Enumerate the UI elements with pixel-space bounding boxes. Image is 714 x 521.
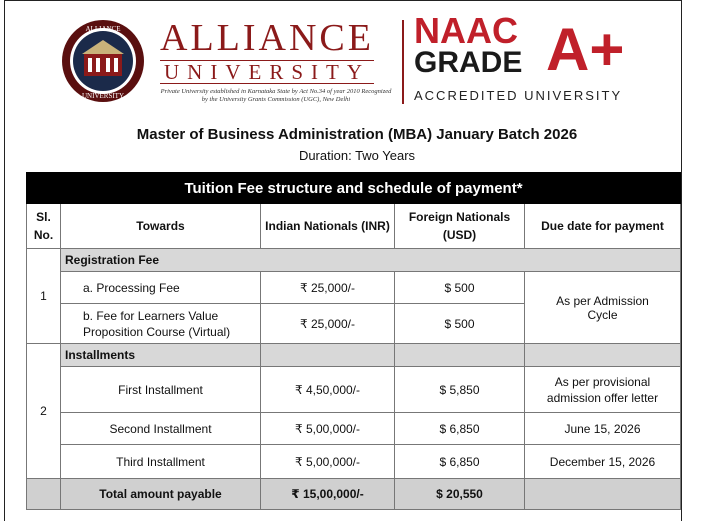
program-title: Master of Business Administration (MBA) January Batch 2026 (136, 126, 578, 143)
col-header-foreign: Foreign Nationals (USD) (395, 204, 525, 249)
registration-sl: 1 (27, 249, 61, 344)
usd-cell: $ 5,850 (395, 367, 525, 413)
total-due-cell (525, 479, 681, 510)
towards-cell: b. Fee for Learners Value Proposition Course (Virtual) (61, 304, 261, 344)
installments-section-label: Installments (61, 344, 261, 367)
col-header-sl: Sl. No. (27, 204, 61, 249)
total-row (27, 479, 681, 510)
section-shade-cell (395, 344, 525, 367)
table-header-row (27, 204, 681, 249)
inr-cell: ₹ 5,00,000/- (261, 445, 395, 479)
total-sl-cell (27, 479, 61, 510)
table-row (27, 445, 681, 479)
usd-cell: $ 6,850 (395, 445, 525, 479)
installments-section-row (27, 344, 681, 367)
university-name: ALLIANCE (160, 17, 374, 59)
inr-cell: ₹ 25,000/- (261, 272, 395, 304)
naac-label: NAAC (414, 10, 518, 51)
towards-cell: Third Installment (61, 445, 261, 479)
towards-cell: Second Installment (61, 413, 261, 445)
university-header (56, 8, 656, 108)
table-row (27, 367, 681, 413)
section-shade-cell (261, 344, 395, 367)
towards-cell: a. Processing Fee (61, 272, 261, 304)
section-shade-cell (525, 344, 681, 367)
fee-table-caption-row (27, 173, 681, 204)
usd-cell: $ 500 (395, 304, 525, 344)
total-inr: ₹ 15,00,000/- (261, 479, 395, 510)
grade-label: GRADE (414, 46, 523, 79)
due-cell: December 15, 2026 (525, 445, 681, 479)
fee-table (26, 172, 681, 510)
header-divider (402, 20, 404, 104)
inr-cell: ₹ 5,00,000/- (261, 413, 395, 445)
col-header-due: Due date for payment (525, 204, 681, 249)
col-header-indian: Indian Nationals (INR) (261, 204, 395, 249)
usd-cell: $ 500 (395, 272, 525, 304)
total-usd: $ 20,550 (395, 479, 525, 510)
total-label: Total amount payable (61, 479, 261, 510)
due-cell: As per provisional admission offer letter (525, 367, 681, 413)
due-cell: June 15, 2026 (525, 413, 681, 445)
registration-section-row (27, 249, 681, 272)
col-header-towards: Towards (61, 204, 261, 249)
svg-text:UNIVERSITY: UNIVERSITY (82, 92, 124, 100)
accreditation-text: ACCREDITED UNIVERSITY (414, 88, 623, 103)
program-duration: Duration: Two Years (298, 148, 416, 163)
svg-text:ALLIANCE: ALLIANCE (85, 25, 121, 33)
table-row (27, 413, 681, 445)
table-row (27, 272, 681, 304)
usd-cell: $ 6,850 (395, 413, 525, 445)
fee-table-caption: Tuition Fee structure and schedule of payment* (27, 173, 681, 204)
grade-value: A+ (546, 16, 625, 83)
registration-section-label: Registration Fee (61, 249, 681, 272)
university-note: Private University established in Karnataka State by Act No.34 of year 2010 Recognized by the University Grants Commission (UGC), New Delhi (160, 88, 392, 103)
registration-due-cell: As per Admission Cycle (525, 272, 681, 344)
university-seal-icon (60, 18, 146, 104)
installments-sl: 2 (27, 344, 61, 479)
university-subtitle: UNIVERSITY (160, 60, 374, 84)
inr-cell: ₹ 4,50,000/- (261, 367, 395, 413)
towards-cell: First Installment (61, 367, 261, 413)
inr-cell: ₹ 25,000/- (261, 304, 395, 344)
